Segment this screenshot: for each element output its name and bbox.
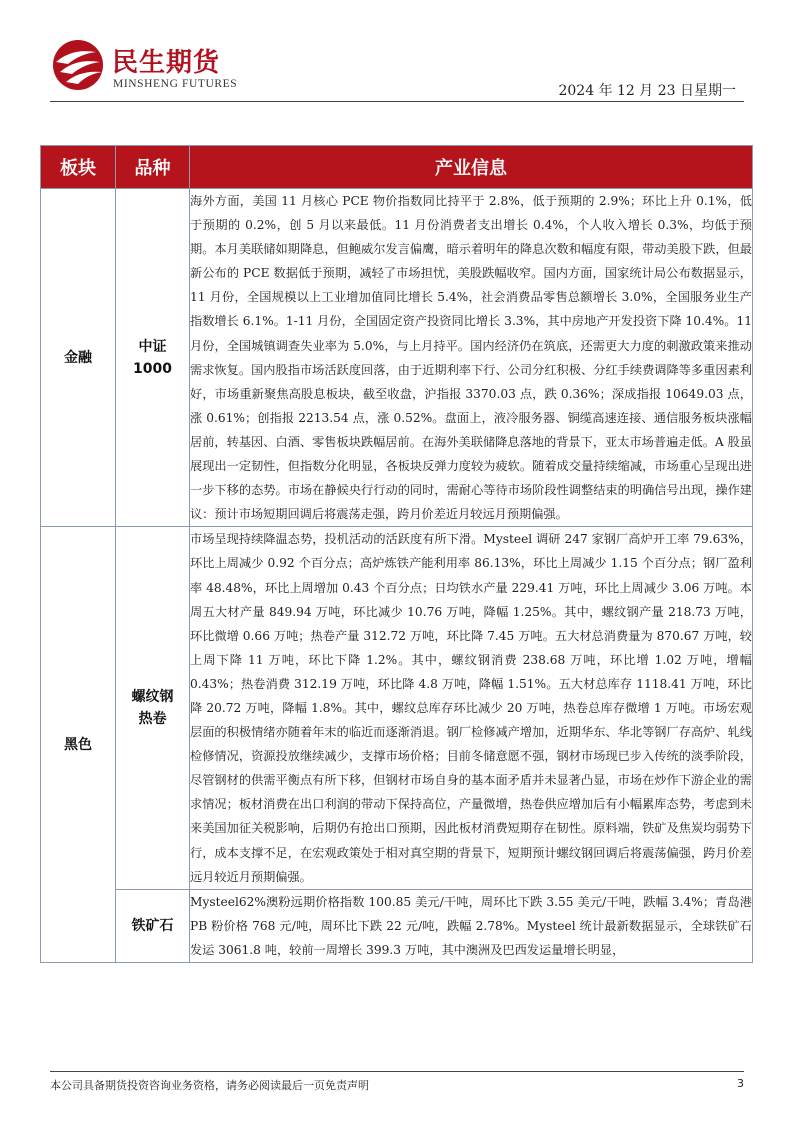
- sector-cell: 黑色: [41, 527, 116, 963]
- company-name-cn: 民生期货: [112, 48, 221, 78]
- header-industry-info: 产业信息: [190, 146, 753, 189]
- header-sector: 板块: [41, 146, 116, 189]
- table-row: [41, 889, 753, 962]
- table-row: [41, 189, 753, 527]
- header-variety: 品种: [116, 146, 190, 189]
- variety-cell: [116, 527, 190, 889]
- industry-info-cell: 市场呈现持续降温态势，投机活动的活跃度有所下滑。Mysteel 调研 247 家钢厂高炉开工率 79.63%，环比上周减少 0.92 个百分点；高炉炼铁产能利用率 86.13%，环比上周减少 1.15 个百分点；钢厂盈利率 48.48%，环比上周增加 0.43 个百分点；日均铁水产量 229.41 万吨，环比上周减少 3.06 万吨。本周五大材产量 849.94 万吨，环比减少 10.76 万吨，降幅 1.25%。其中，螺纹钢产量 218.73 万吨，环比微增 0.66 万吨；热卷产量 312.72 万吨，环比降 7.45 万吨。五大材总消费量为 870.67 万吨，较上周下降 11 万吨，环比下降 1.2%。其中，螺纹钢消费 238.68 万吨，环比增 1.02 万吨，增幅 0.43%；热卷消费 312.19 万吨，环比降 4.8 万吨，降幅 1.51%。五大材总库存 1118.41 万吨，环比降 20.72 万吨，降幅 1.8%。其中，螺纹总库存环比减少 20 万吨，热卷总库存微增 1 万吨。市场宏观层面的积极情绪亦随着年末的临近而逐渐消退。钢厂检修减产增加，近期华东、华北等钢厂存高炉、轧线检修情况，资源投放继续减少，支撑市场价格；目前冬储意愿不强，钢材市场现已步入传统的淡季阶段，尽管钢材的供需平衡点有所下移，但钢材市场自身的基本面矛盾并未显著凸显，市场在炒作下游企业的需求情况；板材消费在出口利润的带动下保持高位，产量微增，热卷供应增加后有小幅累库态势，考虑到未来美国加征关税影响，后期仍有抢出口预期，因此板材消费短期存在韧性。原料端，铁矿及焦炭均弱势下行，成本支撑不足，在宏观政策处于相对真空期的背景下，短期预计螺纹钢回调后将震荡偏强，跨月价差远月较近月预期偏强。: [190, 527, 753, 889]
- table-header-row: [41, 146, 753, 189]
- industry-info-cell: Mysteel62%澳粉远期价格指数 100.85 美元/干吨，周环比下跌 3.55 美元/干吨，跌幅 3.4%；青岛港 PB 粉价格 768 元/吨，周环比下跌 22 元/吨，跌幅 2.78%。Mysteel 统计最新数据显示，全球铁矿石发运 3061.8 吨，较前一周增长 399.3 万吨，其中澳洲及巴西发运量增长明显，: [190, 889, 753, 962]
- report-date: 2024 年 12 月 23 日星期一: [558, 83, 736, 99]
- industry-info-cell: 海外方面，美国 11 月核心 PCE 物价指数同比持平于 2.8%，低于预期的 2.9%；环比上升 0.1%，低于预期的 0.2%，创 5 月以来最低。11 月份消费者支出增长 0.4%，个人收入增长 0.3%，均低于预期。本月美联储如期降息，但鲍威尔发言偏鹰，暗示着明年的降息次数和幅度有限，带动美股下跌，但最新公布的 PCE 数据低于预期，减轻了市场担忧，美股跌幅收窄。国内方面，国家统计局公布数据显示，11 月份，全国规模以上工业增加值同比增长 5.4%，社会消费品零售总额增长 3.0%，全国服务业生产指数增长 6.1%。1-11 月份，全国固定资产投资同比增长 3.3%，其中房地产开发投资下降 10.4%。11 月份，全国城镇调查失业率为 5.0%，与上月持平。国内经济仍在筑底，还需更大力度的刺激政策来推动需求恢复。国内股指市场活跃度回落，由于近期利率下行、公司分红积极、分红手续费调降等多重因素利好，市场重新聚焦高股息板块，截至收盘，沪指报 3370.03 点，跌 0.36%；深成指报 10649.03 点，涨 0.61%；创指报 2213.54 点，涨 0.52%。盘面上，液冷服务器、铜缆高速连接、通信服务板块涨幅居前，转基因、白酒、零售板块跌幅居前。在海外美联储降息落地的背景下，亚太市场普遍走低。A 股虽展现出一定韧性，但指数分化明显，各板块反弹力度较为疲软。随着成交量持续缩减，市场重心呈现出进一步下移的态势。市场在静候央行行动的同时，需耐心等待市场阶段性调整结束的明确信号出现，操作建议：预计市场短期回调后将震荡走强，跨月价差近月较远月预期偏强。: [190, 189, 753, 527]
- footer-disclaimer: 本公司具备期货投资咨询业务资格，请务必阅读最后一页免责声明: [50, 1079, 369, 1092]
- company-name-en: MINSHENG FUTURES: [113, 78, 238, 90]
- page-number: 3: [737, 1077, 744, 1090]
- footer-divider: [50, 1071, 744, 1072]
- variety-cell: [116, 189, 190, 527]
- page-header: [50, 36, 744, 102]
- variety-label: 中证 1000: [133, 338, 172, 377]
- sector-cell: 金融: [41, 189, 116, 527]
- table-row: [41, 527, 753, 889]
- industry-info-table: [40, 145, 753, 963]
- variety-cell: 铁矿石: [116, 889, 190, 962]
- minsheng-logo-icon: [50, 38, 108, 92]
- header-divider: [50, 101, 744, 102]
- variety-label: 螺纹钢 热卷: [131, 689, 174, 728]
